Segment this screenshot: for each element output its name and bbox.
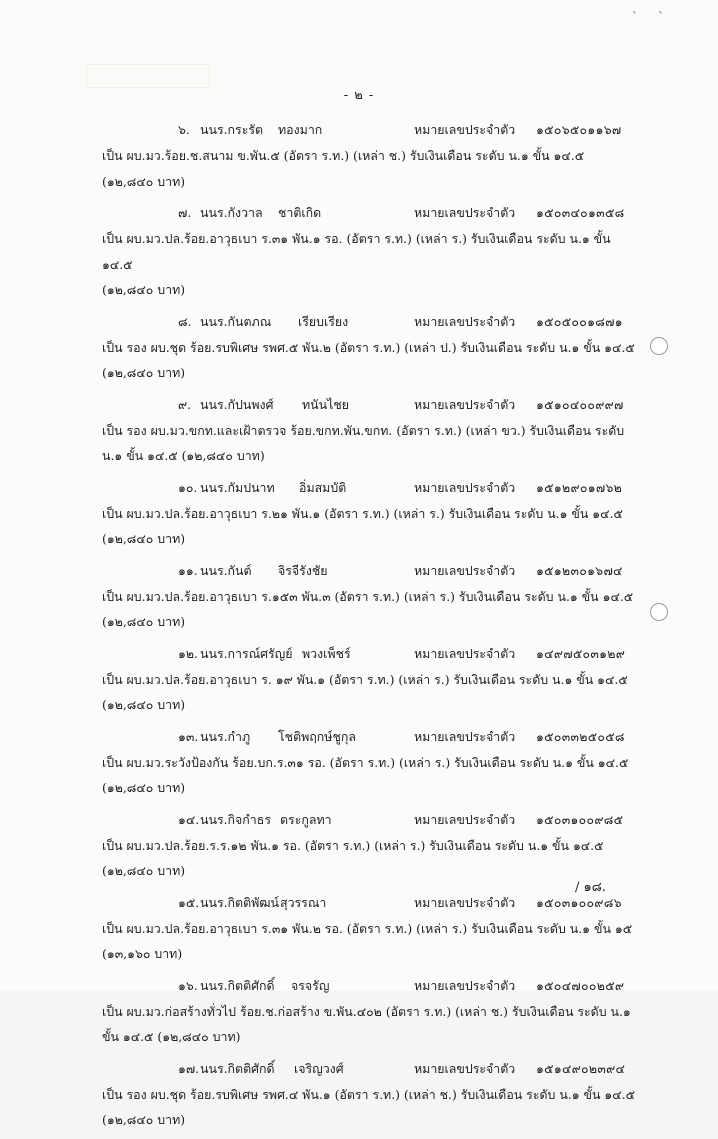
id-number: ๑๕๐๓๔๐๑๓๕๘ xyxy=(536,205,625,220)
appointment-text: เป็น รอง ผบ.มว.ขกท.และเฝ้าตรวจ ร้อย.ขกท.พัน.ขกท. (อัตรา ร.ท.) (เหล่า ขว.) รับเงินเดือน ระดับ น.๑ ขั้น ๑๔.๕ (๑๒,๘๔๐ บาท) xyxy=(102,422,625,463)
appointment-list xyxy=(102,117,642,1139)
entry-number: ๑๐. xyxy=(178,479,198,495)
cadet-name: นนร.กิจกำธร xyxy=(200,811,271,827)
entry-header xyxy=(102,973,642,999)
id-label: หมายเลขประจำตัว xyxy=(414,122,516,137)
entry-header xyxy=(102,724,642,750)
cadet-surname: พวงเพ็ชร์ xyxy=(302,645,351,661)
id-number: ๑๕๐๔๗๐๐๒๕๙ xyxy=(536,977,625,993)
id-label: หมายเลขประจำตัว xyxy=(414,1060,516,1076)
cadet-surname: สุวรรณา xyxy=(280,894,327,910)
id-label: หมายเลขประจำตัว xyxy=(414,313,516,329)
entry-number: ๙. xyxy=(178,396,192,412)
id-number: ๑๕๑๐๔๐๐๙๙๗ xyxy=(536,396,624,412)
appointment-text: เป็น ผบ.มว.ปล.ร้อย.อาวุธเบา ร.๓๑ พัน.๒ รอ. (อัตรา ร.ท.) (เหล่า ร.) รับเงินเดือน ระดับ น.๑ ขั้น ๑๕ (๑๓,๑๖๐ บาท) xyxy=(102,920,633,961)
entry-header xyxy=(102,641,642,667)
entry-number: ๑๔. xyxy=(178,811,200,827)
list-item xyxy=(102,973,642,1050)
id-label: หมายเลขประจำตัว xyxy=(414,645,516,661)
cadet-name: นนร.กิตติศักดิ์ xyxy=(200,977,275,993)
entry-number: ๑๗. xyxy=(178,1060,200,1076)
cadet-surname: อิ่มสมบัติ xyxy=(299,479,347,495)
entry-number: ๖. xyxy=(178,122,190,137)
id-number: ๑๕๑๒๙๐๑๗๖๒ xyxy=(536,479,623,495)
cadet-name: นนร.กัปนพงศ์ xyxy=(200,396,274,412)
id-number: ๑๔๙๗๕๐๓๑๒๙ xyxy=(536,645,626,661)
punch-hole xyxy=(650,337,668,355)
list-item xyxy=(102,309,642,386)
id-number: ๑๕๑๔๙๐๒๓๙๔ xyxy=(536,1060,626,1076)
id-label: หมายเลขประจำตัว xyxy=(414,562,516,578)
cadet-name: นนร.กังวาล xyxy=(200,205,263,220)
cadet-name: นนร.กระรัต xyxy=(200,122,264,137)
cadet-name: นนร.กิตติศักดิ์ xyxy=(200,1060,275,1076)
cadet-name: นนร.กิตติพัฒน์ xyxy=(200,894,279,910)
cadet-name: นนร.กำภู xyxy=(200,728,251,744)
list-item xyxy=(102,558,642,635)
list-item xyxy=(102,890,642,967)
cadet-surname: จรจรัญ xyxy=(291,977,330,993)
list-item xyxy=(102,807,642,884)
id-number: ๑๕๐๓๑๐๐๙๘๕ xyxy=(536,811,624,827)
list-item xyxy=(102,200,642,303)
entry-header xyxy=(102,890,642,916)
list-item xyxy=(102,1056,642,1133)
cadet-surname: ตระกูลทา xyxy=(280,811,332,827)
id-label: หมายเลขประจำตัว xyxy=(414,396,516,412)
appointment-text: เป็น ผบ.มว.ปล.ร้อย.อาวุธเบา ร.๓๑ พัน.๑ รอ. (อัตรา ร.ท.) (เหล่า ร.) รับเงินเดือน ระดับ น.๑ ขั้น ๑๔.๕ (๑๒,๘๔๐ บาท) xyxy=(102,231,611,297)
id-number: ๑๕๐๖๕๐๑๑๖๗ xyxy=(536,122,622,137)
page-number: - ๒ - xyxy=(343,88,375,103)
entry-header xyxy=(102,558,642,584)
id-label: หมายเลขประจำตัว xyxy=(414,977,516,993)
id-number: ๑๕๐๕๐๐๑๘๗๑ xyxy=(536,313,623,329)
cadet-name: นนร.การณ์ศรัญย์ xyxy=(200,645,293,661)
entry-number: ๑๖. xyxy=(178,977,198,993)
appointment-text: เป็น ผบ.มว.ปล.ร้อย.อาวุธเบา ร.๑๕๓ พัน.๓ (อัตรา ร.ท.) (เหล่า ร.) รับเงินเดือน ระดับ น.๑ ขั้น ๑๔.๕ (๑๒,๘๔๐ บาท) xyxy=(102,588,634,629)
appointment-text: เป็น รอง ผบ.ชุด ร้อย.รบพิเศษ รพศ.๔ พัน.๑ (อัตรา ร.ท.) (เหล่า ช.) รับเงินเดือน ระดับ น.๑ ขั้น ๑๔.๕ (๑๒,๘๔๐ บาท) xyxy=(102,1086,635,1127)
list-item xyxy=(102,641,642,718)
next-page-marker: / ๑๘. xyxy=(575,880,606,895)
entry-header xyxy=(102,392,642,418)
appointment-text: เป็น ผบ.มว.ปล.ร้อย.อาวุธเบา ร.๒๑ พัน.๑ (อัตรา ร.ท.) (เหล่า ร.) รับเงินเดือน ระดับ น.๑ ขั้น ๑๔.๕ (๑๒,๘๔๐ บาท) xyxy=(102,505,623,546)
appointment-text: เป็น ผบ.มว.ปล.ร้อย.ร.ร.๑๒ พัน.๑ รอ. (อัตรา ร.ท.) (เหล่า ร.) รับเงินเดือน ระดับ น.๑ ขั้น ๑๔.๕ (๑๒,๘๔๐ บาท) xyxy=(102,837,604,878)
appointment-text: เป็น ผบ.มว.ก่อสร้างทั่วไป ร้อย.ช.ก่อสร้าง ข.พัน.๔๐๒ (อัตรา ร.ท.) (เหล่า ช.) รับเงินเดือน ระดับ น.๑ ขั้น ๑๔.๕ (๑๒,๘๔๐ บาท) xyxy=(102,1003,631,1044)
list-item xyxy=(102,475,642,552)
entry-header xyxy=(102,309,642,335)
id-number: ๑๕๑๒๓๐๑๖๗๔ xyxy=(536,562,623,578)
list-item xyxy=(102,117,642,194)
appointment-text: เป็น รอง ผบ.ชุด ร้อย.รบพิเศษ รพศ.๕ พัน.๒ (อัตรา ร.ท.) (เหล่า ป.) รับเงินเดือน ระดับ น.๑ ขั้น ๑๔.๕ (๑๒,๘๔๐ บาท) xyxy=(102,339,635,380)
entry-header xyxy=(102,1056,642,1082)
id-label: หมายเลขประจำตัว xyxy=(414,205,516,220)
id-number: ๑๕๐๓๓๒๕๐๕๘ xyxy=(536,728,625,744)
cadet-surname: เรียบเรียง xyxy=(298,313,349,329)
corner-mark: ˋ xyxy=(658,10,664,24)
id-label: หมายเลขประจำตัว xyxy=(414,479,516,495)
cadet-surname: ทนันไชย xyxy=(302,396,350,412)
appointment-text: เป็น ผบ.มว.ระวังป้องกัน ร้อย.บก.ร.๓๑ รอ. (อัตรา ร.ท.) (เหล่า ร.) รับเงินเดือน ระดับ น.๑ ขั้น ๑๔.๕ (๑๒,๘๔๐ บาท) xyxy=(102,754,629,795)
id-label: หมายเลขประจำตัว xyxy=(414,894,516,910)
entry-header xyxy=(102,807,642,833)
id-label: หมายเลขประจำตัว xyxy=(414,728,516,744)
cadet-name: นนร.กัมปนาท xyxy=(200,479,275,495)
entry-number: ๗. xyxy=(178,205,192,220)
appointment-text: เป็น ผบ.มว.ปล.ร้อย.อาวุธเบา ร. ๑๙ พัน.๑ (อัตรา ร.ท.) (เหล่า ร.) รับเงินเดือน ระดับ น.๑ ขั้น ๑๔.๕ (๑๒,๘๔๐ บาท) xyxy=(102,671,628,712)
appointment-text: เป็น ผบ.มว.ร้อย.ช.สนาม ข.พัน.๕ (อัตรา ร.ท.) (เหล่า ช.) รับเงินเดือน ระดับ น.๑ ขั้น ๑๔.๕ (๑๒,๘๔๐ บาท) xyxy=(102,148,585,189)
punch-hole xyxy=(650,603,668,621)
cadet-surname: ชาติเกิด xyxy=(278,205,322,220)
corner-mark: ˋ xyxy=(632,10,638,24)
entry-header xyxy=(102,117,642,143)
cadet-name: นนร.กันตภณ xyxy=(200,313,272,329)
cadet-surname: จิรจีรังชัย xyxy=(278,562,328,578)
list-item xyxy=(102,392,642,469)
id-number: ๑๕๐๓๑๐๐๙๘๖ xyxy=(536,894,622,910)
entry-number: ๑๕. xyxy=(178,894,200,910)
entry-number: ๑๒. xyxy=(178,645,198,661)
entry-number: ๑๓. xyxy=(178,728,199,744)
entry-header xyxy=(102,475,642,501)
id-label: หมายเลขประจำตัว xyxy=(414,811,516,827)
cadet-surname: ทองมาก xyxy=(278,122,323,137)
list-item xyxy=(102,724,642,801)
entry-header xyxy=(102,200,642,226)
entry-number: ๘. xyxy=(178,313,192,329)
entry-number: ๑๑. xyxy=(178,562,198,578)
cadet-surname: โชติพฤกษ์ชูกุล xyxy=(278,728,356,744)
cadet-surname: เจริญวงศ์ xyxy=(294,1060,344,1076)
cadet-name: นนร.กันต์ xyxy=(200,562,252,578)
